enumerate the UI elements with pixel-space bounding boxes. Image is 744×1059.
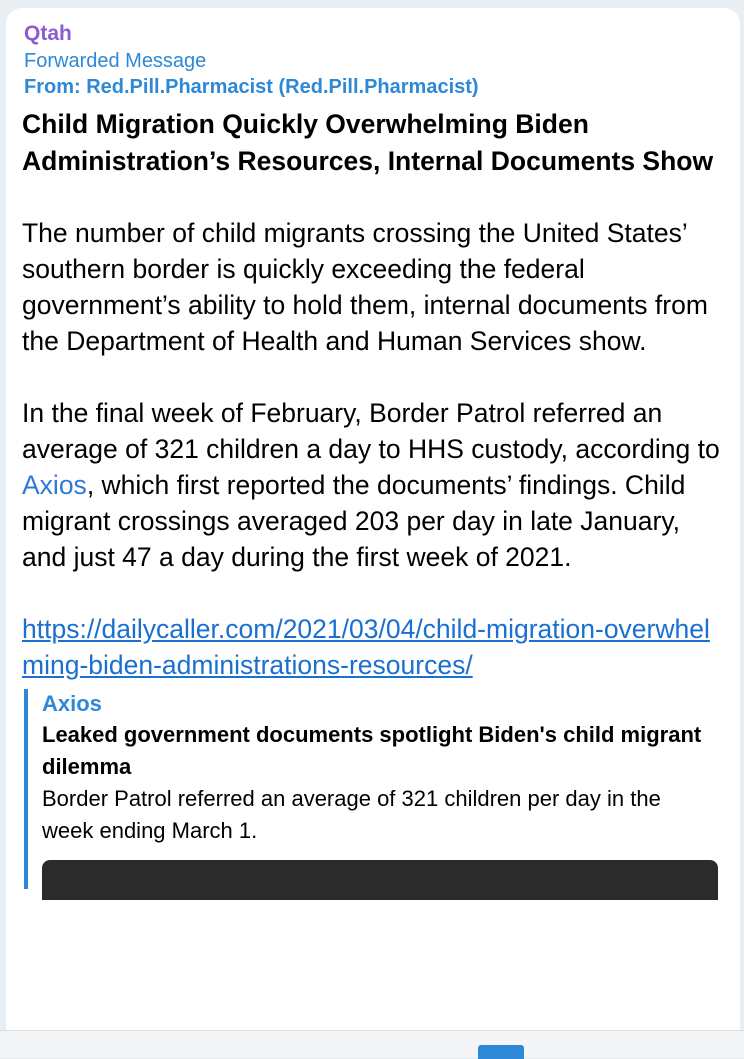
link-preview-image[interactable] (42, 860, 718, 900)
article-headline: Child Migration Quickly Overwhelming Biden Administration’s Resources, Internal Documents Show (22, 109, 714, 176)
article-url-link[interactable]: https://dailycaller.com/2021/03/04/child-migration-overwhelming-biden-administrations-resources/ (22, 614, 710, 680)
forwarded-from[interactable]: From: Red.Pill.Pharmacist (Red.Pill.Pharmacist) (24, 76, 479, 98)
message-bubble (6, 8, 740, 1057)
axios-link[interactable]: Axios (22, 470, 87, 500)
link-preview-title: Leaked government documents spotlight Biden's child migrant dilemma (42, 722, 702, 779)
article-paragraph-1: The number of child migrants crossing the United States’ southern border is quickly exceeding the federal government’s ability to hold them, internal documents from the Department of Health and Human Services show. (22, 218, 708, 356)
sender-name[interactable]: Qtah (24, 22, 72, 45)
paragraph-2-text-before: In the final week of February, Border Patrol referred an average of 321 children a day to HHS custody, according to (22, 398, 720, 464)
link-preview-description: Border Patrol referred an average of 321 children per day in the week ending March 1. (42, 786, 661, 843)
link-preview[interactable] (24, 689, 726, 889)
article-paragraph-2 (22, 395, 726, 575)
bottom-toolbar (0, 1030, 744, 1057)
forwarded-label: Forwarded Message (24, 50, 207, 72)
link-preview-site: Axios (42, 691, 102, 716)
paragraph-2-text-after: , which first reported the documents’ findings. Child migrant crossings averaged 203 per day in late January, and just 47 a day during the first week of 2021. (22, 470, 686, 572)
